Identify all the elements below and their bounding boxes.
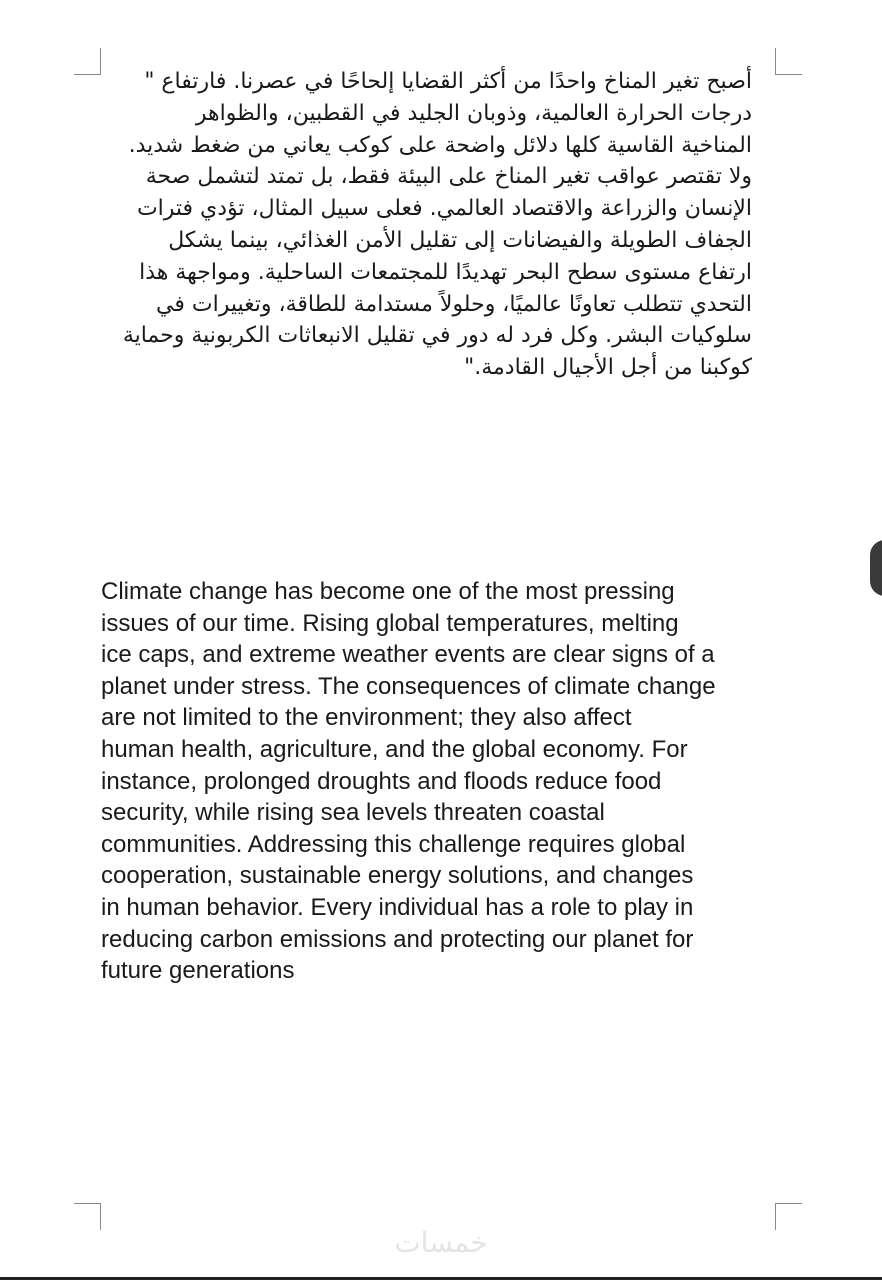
text-line: ice caps, and extreme weather events are clear signs of a: [101, 641, 715, 669]
text-line: ولا تقتصر عواقب تغير المناخ على البيئة فقط، بل تمتد لتشمل صحة: [145, 164, 752, 190]
text-line: human health, agriculture, and the global economy. For: [101, 735, 688, 763]
text-line: درجات الحرارة العالمية، وذوبان الجليد في القطبين، والظواهر: [195, 100, 752, 126]
text-line: أصبح تغير المناخ واحدًا من أكثر القضايا إلحاحًا في عصرنا. فارتفاع ": [144, 69, 752, 94]
crop-mark-top-right: [775, 48, 802, 75]
text-line: reducing carbon emissions and protecting our planet for: [101, 925, 694, 953]
text-line: التحدي تتطلب تعاونًا عالميًا، وحلولاً مستدامة للطاقة، وتغييرات في: [156, 291, 752, 317]
text-line: ارتفاع مستوى سطح البحر تهديدًا للمجتمعات الساحلية. ومواجهة هذا: [139, 259, 752, 285]
text-line: الإنسان والزراعة والاقتصاد العالمي. فعلى سبيل المثال، تؤدي فترات: [136, 196, 752, 222]
text-line: كوكبنا من أجل الأجيال القادمة.": [464, 355, 752, 381]
text-line: سلوكيات البشر. وكل فرد له دور في تقليل الانبعاثات الكربونية وحماية: [122, 323, 752, 349]
text-line: in human behavior. Every individual has a role to play in: [101, 893, 694, 921]
text-line: instance, prolonged droughts and floods reduce food: [101, 767, 662, 795]
text-line: cooperation, sustainable energy solutions, and changes: [101, 862, 694, 890]
text-line: الجفاف الطويلة والفيضانات إلى تقليل الأمن الغذائي، بينما يشكل: [168, 227, 752, 253]
text-line: issues of our time. Rising global temperatures, melting: [101, 609, 679, 637]
english-paragraph: [101, 576, 781, 987]
text-line: المناخية القاسية كلها دلائل واضحة على كوكب يعاني من ضغط شديد.: [128, 132, 752, 158]
text-line: security, while rising sea levels threaten coastal: [101, 799, 605, 827]
scroll-handle[interactable]: [870, 540, 882, 596]
text-line: future generations: [101, 957, 295, 985]
text-line: Climate change has become one of the most pressing: [101, 578, 675, 605]
text-line: communities. Addressing this challenge requires global: [101, 830, 686, 858]
watermark: خمسات: [394, 1226, 488, 1259]
text-line: planet under stress. The consequences of climate change: [101, 672, 716, 700]
text-line: are not limited to the environment; they also affect: [101, 704, 632, 732]
arabic-paragraph: [96, 66, 752, 384]
